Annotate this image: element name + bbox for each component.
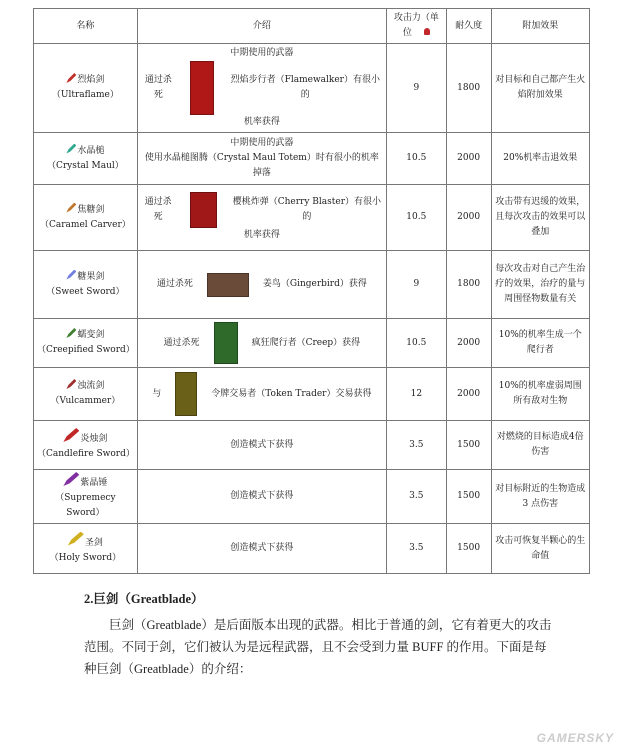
supremecy-sword-icon [63,472,79,486]
effect-cell: 攻击可恢复半颗心的生命值 [491,524,589,574]
intro-cell: 通过杀死 疯狂爬行者（Creep）获得 [137,319,386,368]
ultraflame-icon [66,73,76,83]
durability-cell: 1500 [446,524,491,574]
attack-cell: 9 [386,251,446,319]
attack-cell: 10.5 [386,185,446,251]
effect-cell: 对燃烧的目标造成4倍伤害 [491,421,589,470]
header-attack: 攻击力（单位 [386,9,446,44]
intro-cell: 中期使用的武器 使用水晶槌图腾（Crystal Maul Totem）时有很小的机率掉落 [137,133,386,185]
header-durability: 耐久度 [446,9,491,44]
flamewalker-image [190,61,214,115]
effect-cell: 10%的机率生成一个爬行者 [491,319,589,368]
attack-cell: 10.5 [386,133,446,185]
effect-cell: 20%机率击退效果 [491,133,589,185]
durability-cell: 2000 [446,368,491,421]
effect-cell: 对目标附近的生物造成 3 点伤害 [491,470,589,524]
attack-cell: 9 [386,44,446,133]
weapon-name-cell: 水晶槌 （Crystal Maul） [34,133,138,185]
heart-icon [424,28,430,35]
durability-cell: 1800 [446,44,491,133]
intro-cell: 中期使用的武器 通过杀死 烈焰步行者（Flamewalker）有很小的 机率获得 [137,44,386,133]
header-intro: 介绍 [137,9,386,44]
attack-cell: 3.5 [386,524,446,574]
sweet-sword-icon [66,270,76,280]
table-row [34,185,590,251]
watermark: GAMERSKY [536,731,614,745]
table-row [34,44,590,133]
intro-cell: 创造模式下获得 [137,470,386,524]
weapon-table [33,8,590,574]
weapon-name-cell: 浊流剑 （Vulcammer） [34,368,138,421]
attack-cell: 12 [386,368,446,421]
header-effect: 附加效果 [491,9,589,44]
effect-cell: 每次攻击对自己产生治疗的效果，治疗的量与周围怪物数量有关 [491,251,589,319]
crystal-maul-icon [66,144,76,154]
durability-cell: 1500 [446,421,491,470]
table-row [34,524,590,574]
weapon-name-cell: 焦糖剑 （Caramel Carver） [34,185,138,251]
effect-cell: 对目标和自己都产生火焰附加效果 [491,44,589,133]
table-row [34,368,590,421]
durability-cell: 1500 [446,470,491,524]
durability-cell: 2000 [446,319,491,368]
intro-cell: 创造模式下获得 [137,421,386,470]
creep-image [214,322,238,364]
section-title: 2.巨剑（Greatblade） [84,592,204,606]
vulcammer-icon [66,379,76,389]
section-paragraph: 巨剑（Greatblade）是后面版本出现的武器。相比于普通的剑，它有着更大的攻击范围。不同于剑，它们被认为是远程武器，且不会受到力量 BUFF 的作用。下面是每种巨剑（Greatblade）的介绍： [84,618,552,676]
weapon-name-cell: 蠕变剑 （Creepified Sword） [34,319,138,368]
table-row [34,470,590,524]
attack-cell: 3.5 [386,421,446,470]
token-trader-image [175,372,197,416]
intro-cell: 创造模式下获得 [137,524,386,574]
candlefire-sword-icon [63,428,79,442]
attack-cell: 3.5 [386,470,446,524]
intro-cell: 通过杀死 樱桃炸弹（Cherry Blaster）有很小的 机率获得 [137,185,386,251]
weapon-name-cell: 圣剑 （Holy Sword） [34,524,138,574]
creepified-sword-icon [66,328,76,338]
durability-cell: 2000 [446,133,491,185]
weapon-name-cell: 炎烛剑 （Candlefire Sword） [34,421,138,470]
attack-cell: 10.5 [386,319,446,368]
holy-sword-icon [68,532,84,546]
cherry-blaster-image [190,192,217,228]
durability-cell: 1800 [446,251,491,319]
weapon-name-cell: 烈焰剑 （Ultraflame） [34,44,138,133]
gingerbird-image [207,273,249,297]
effect-cell: 10%的机率虚弱周围所有敌对生物 [491,368,589,421]
durability-cell: 2000 [446,185,491,251]
effect-cell: 攻击带有迟缓的效果，且每次攻击的效果可以叠加 [491,185,589,251]
table-row [34,133,590,185]
weapon-name-cell: 糖果剑 （Sweet Sword） [34,251,138,319]
header-name: 名称 [34,9,138,44]
table-row [34,319,590,368]
table-row [34,421,590,470]
weapon-name-cell: 紫晶锤 （Supremecy Sword） [34,470,138,524]
table-row [34,251,590,319]
intro-cell: 与 令牌交易者（Token Trader）交易获得 [137,368,386,421]
intro-cell: 通过杀死 姜鸟（Gingerbird）获得 [137,251,386,319]
caramel-carver-icon [66,203,76,213]
